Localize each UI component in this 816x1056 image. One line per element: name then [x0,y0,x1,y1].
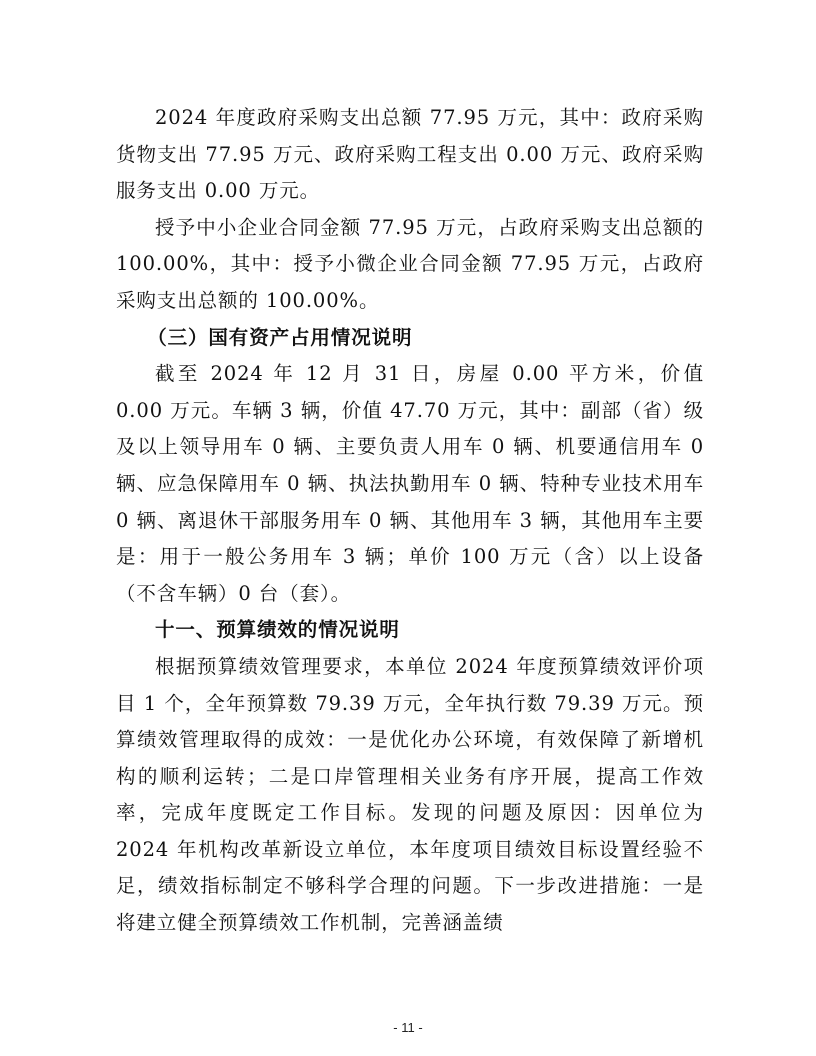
paragraph-sme-contracts: 授予中小企业合同金额 77.95 万元，占政府采购支出总额的 100.00%，其中：授予小微企业合同金额 77.95 万元，占政府采购支出总额的 100.00%。 [116,215,704,312]
paragraph-assets-vehicles: 截至 2024 年 12 月 31 日，房屋 0.00 平方米，价值 0.00 万元。车辆 3 辆，价值 47.70 万元，其中：副部（省）级及以上领导用车 0 辆、主要负责人用车 0 辆、机要通信用车 0 辆、应急保障用车 0 辆、执法执勤用车 0 辆、特种专业技术用车 0 辆、离退休干部服务用车 0 辆、其他用车 3 辆，其他用车主要是：用于一般公务用车 3 辆；单价 100 万元（含）以上设备（不含车辆）0 台（套）。 [116,362,704,605]
page-number: - 11 - [393,1020,423,1035]
paragraph-procurement-total: 2024 年度政府采购支出总额 77.95 万元，其中：政府采购货物支出 77.95 万元、政府采购工程支出 0.00 万元、政府采购服务支出 0.00 万元。 [116,106,704,203]
document-body [116,100,704,942]
paragraph-performance-evaluation: 根据预算绩效管理要求，本单位 2024 年度预算绩效评价项目 1 个，全年预算数 79.39 万元，全年执行数 79.39 万元。预算绩效管理取得的成效：一是优化办公环境，有效保障了新增机构的顺利运转；二是口岸管理相关业务有序开展，提高工作效率，完成年度既定工作目标。发现的问题及原因：因单位为 2024 年机构改革新设立单位，本年度项目绩效目标设置经验不足，绩效指标制定不够科学合理的问题。下一步改进措施：一是将建立健全预算绩效工作机制，完善涵盖绩 [116,654,704,935]
subheading-state-assets: （三）国有资产占用情况说明 [147,325,413,349]
heading-budget-performance: 十一、预算绩效的情况说明 [155,618,400,642]
